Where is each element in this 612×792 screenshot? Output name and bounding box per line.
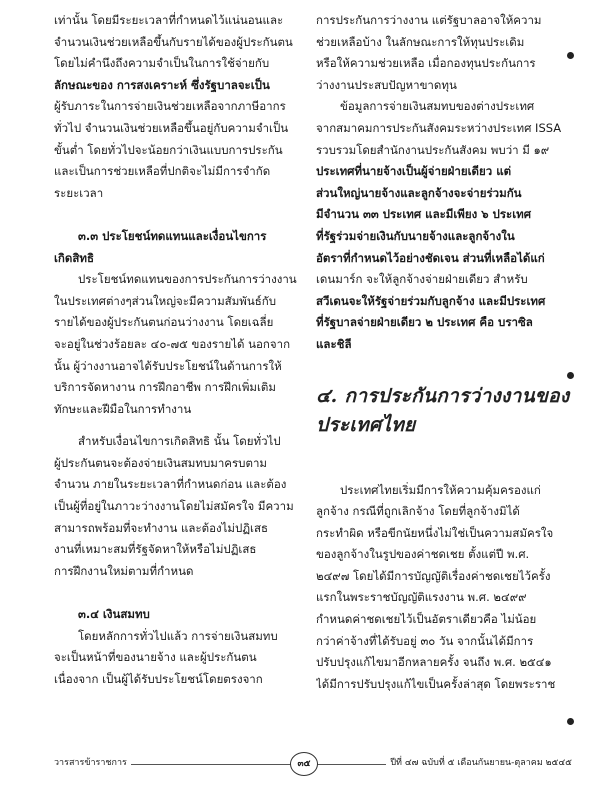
text-line: ผู้ประกันตนจะต้องจ่ายเงินสมทบมาครบตาม bbox=[54, 455, 267, 470]
text-line: ข้อมูลการจ่ายเงินสมทบของต่างประเทศ bbox=[340, 99, 535, 114]
text-line: ที่รัฐบาลจ่ายฝ่ายเดียว ๒ ประเทศ คือ บราซิล bbox=[316, 315, 533, 330]
paragraph-left-4 bbox=[54, 626, 312, 691]
text-line: จำนวนเงินช่วยเหลือขึ้นกับรายได้ของผู้ประกันตน bbox=[54, 34, 293, 49]
text-line: ขั้นต่ำ โดยทั่วไปจะน้อยกว่าเงินแบบการประกัน bbox=[54, 142, 283, 157]
text-line: ว่างงานประสบปัญหาขาดทุน bbox=[316, 77, 457, 92]
text-line: สวีเดนจะให้รัฐจ่ายร่วมกับลูกจ้าง และมีประเทศ bbox=[316, 293, 546, 308]
text-line: โดยไม่คำนึงถึงความจำเป็นในการใช้จ่ายกับ bbox=[54, 56, 270, 71]
subheading-3-3: ๓.๓ ประโยชน์ทดแทนและเงื่อนไขการ bbox=[78, 228, 267, 243]
text-line: สำหรับเงื่อนไขการเกิดสิทธิ นั้น โดยทั่วไป bbox=[78, 434, 281, 449]
text-line: ได้มีการปรับปรุงแก้ไขเป็นครั้งล่าสุด โดยพระราช bbox=[316, 676, 556, 691]
text-line: จะอยู่ในช่วงร้อยละ ๔๐-๗๕ ของรายได้ นอกจาก bbox=[54, 336, 291, 351]
text-line: ประโยชน์ทดแทนของการประกันการว่างงาน bbox=[78, 272, 297, 287]
text-line: ลูกจ้าง กรณีที่ถูกเลิกจ้าง โดยที่ลูกจ้างมิได้ bbox=[316, 504, 520, 519]
section-title bbox=[316, 382, 574, 440]
subheading-3-4: ๓.๔ เงินสมทบ bbox=[78, 607, 150, 622]
text-line: กำหนดค่าชดเชยไว้เป็นอัตราเดียวคือ ไม่น้อย bbox=[316, 612, 537, 627]
paragraph-right-2 bbox=[316, 96, 574, 355]
paragraph-left-1 bbox=[54, 10, 312, 204]
text-line: กว่าค่าจ้างที่ได้รับอยู่ ๓๐ วัน จากนั้นได้มีการ bbox=[316, 633, 534, 648]
text-line: กระทำผิด หรือขีกนัยหนึ่งไม่ใช่เป็นความสมัครใจ bbox=[316, 525, 554, 540]
text-line: มีจำนวน ๓๓ ประเทศ และมีเพียง ๖ ประเทศ bbox=[316, 207, 532, 222]
paragraph-right-1 bbox=[316, 10, 574, 96]
text-line: นั้น ผู้ว่างงานอาจได้รับประโยชน์ในด้านการให้ bbox=[54, 358, 282, 373]
text-line: เท่านั้น โดยมีระยะเวลาที่กำหนดไว้แน่นอนและ bbox=[54, 13, 284, 27]
paragraph-left-2 bbox=[54, 269, 312, 420]
text-line: จากสมาคมการประกันสังคมระหว่างประเทศ ISSA bbox=[316, 120, 562, 135]
text-line: ลักษณะของ การสงเคราะห์ ซึ่งรัฐบาลจะเป็น bbox=[54, 77, 270, 92]
text-line: การฝึกงานใหม่ตามที่กำหนด bbox=[54, 563, 194, 578]
page-footer bbox=[54, 752, 572, 776]
text-line: ทักษะและฝีมือในการทำงาน bbox=[54, 401, 192, 416]
section-title-line: ประเทศไทย bbox=[316, 413, 416, 436]
text-line: สามารถพร้อมที่จะทำงาน และต้องไม่ปฏิเสธ bbox=[54, 520, 269, 535]
footer-issue-info: ปีที่ ๔๗ ฉบับที่ ๕ เดือนกันยายน-ตุลาคม ๒๕๔๕ bbox=[386, 755, 572, 769]
text-line: การประกันการว่างงาน แต่รัฐบาลอาจให้ความ bbox=[316, 13, 542, 27]
section-title-line: ๔. การประกันการว่างงานของ bbox=[316, 384, 570, 407]
text-line: เดนมาร์ก จะให้ลูกจ้างจ่ายฝ่ายเดียว สำหรับ bbox=[316, 272, 528, 287]
text-line: งานที่เหมาะสมที่รัฐจัดหาให้หรือไม่ปฏิเสธ bbox=[54, 542, 257, 557]
text-line: รายได้ของผู้ประกันตนก่อนว่างงาน โดยเฉลี่ย bbox=[54, 315, 274, 330]
text-line: ที่รัฐร่วมจ่ายเงินกับนายจ้างและลูกจ้างใน bbox=[316, 228, 515, 243]
right-column bbox=[316, 10, 574, 695]
margin-bullet-icon bbox=[567, 372, 574, 379]
text-line: บริการจัดหางาน การฝึกอาชีพ การฝึกเพิ่มเติม bbox=[54, 380, 276, 395]
text-line: ๒๔๙๗ โดยได้มีการบัญญัติเรื่องค่าชดเชยไว้ครั้ง bbox=[316, 568, 551, 583]
text-line: ของลูกจ้างในรูปของค่าชดเชย ตั้งแต่ปี พ.ศ. bbox=[316, 547, 530, 562]
paragraph-right-3 bbox=[316, 480, 574, 696]
text-line: และชิลี bbox=[316, 336, 352, 351]
subheading-3-3-cont: เกิดสิทธิ bbox=[54, 250, 94, 265]
page-number-badge: ๓๕ bbox=[290, 752, 318, 776]
text-line: และเป็นการช่วยเหลือที่ปกติจะไม่มีการจำกัด bbox=[54, 164, 271, 179]
text-line: โดยหลักการทั่วไปแล้ว การจ่ายเงินสมทบ bbox=[78, 628, 278, 643]
text-line: ช่วยเหลือบ้าง ในลักษณะการให้ทุนประเดิม bbox=[316, 34, 525, 49]
text-line: แรกในพระราชบัญญัติแรงงาน พ.ศ. ๒๔๙๙ bbox=[316, 590, 527, 605]
text-line: เป็นผู้ที่อยู่ในภาวะว่างงานโดยไม่สมัครใจ มีความ bbox=[54, 499, 294, 514]
text-line: รวบรวมโดยสำนักงานประกันสังคม พบว่า มี ๑๙ bbox=[316, 142, 550, 157]
text-line: ประเทศไทยเริ่มมีการให้ความคุ้มครองแก่ bbox=[340, 482, 541, 497]
text-line: ในประเทศต่างๆส่วนใหญ่จะมีความสัมพันธ์กับ bbox=[54, 293, 276, 308]
text-line: จำนวน ภายในระยะเวลาที่กำหนดก่อน และต้อง bbox=[54, 477, 287, 492]
text-line: อัตราที่กำหนดไว้อย่างชัดเจน ส่วนที่เหลือได้แก่ bbox=[316, 250, 545, 265]
footer-journal-name: วารสารข้าราชการ bbox=[54, 755, 131, 769]
text-line: หรือให้ความช่วยเหลือ เมื่อกองทุนประกันการ bbox=[316, 56, 536, 71]
paragraph-left-3 bbox=[54, 431, 312, 582]
left-column bbox=[54, 10, 312, 690]
text-line: ประเทศที่นายจ้างเป็นผู้จ่ายฝ่ายเดียว แต่ bbox=[316, 164, 512, 179]
text-line: ส่วนใหญ่นายจ้างและลูกจ้างจะจ่ายร่วมกัน bbox=[316, 185, 522, 200]
text-line: เนื่องจาก เป็นผู้ได้รับประโยชน์โดยตรงจาก bbox=[54, 671, 263, 686]
text-line: ระยะเวลา bbox=[54, 185, 104, 200]
text-line: จะเป็นหน้าที่ของนายจ้าง และผู้ประกันตน bbox=[54, 650, 257, 665]
margin-bullet-icon bbox=[567, 52, 574, 59]
margin-bullet-icon bbox=[567, 718, 574, 725]
text-line: ทั่วไป จำนวนเงินช่วยเหลือขึ้นอยู่กับความจำเป็น bbox=[54, 120, 289, 135]
text-line: ผู้รับภาระในการจ่ายเงินช่วยเหลือจากภาษีอากร bbox=[54, 99, 286, 114]
text-line: ปรับปรุงแก้ไขมาอีกหลายครั้ง จนถึง พ.ศ. ๒๕๔๑ bbox=[316, 655, 552, 670]
